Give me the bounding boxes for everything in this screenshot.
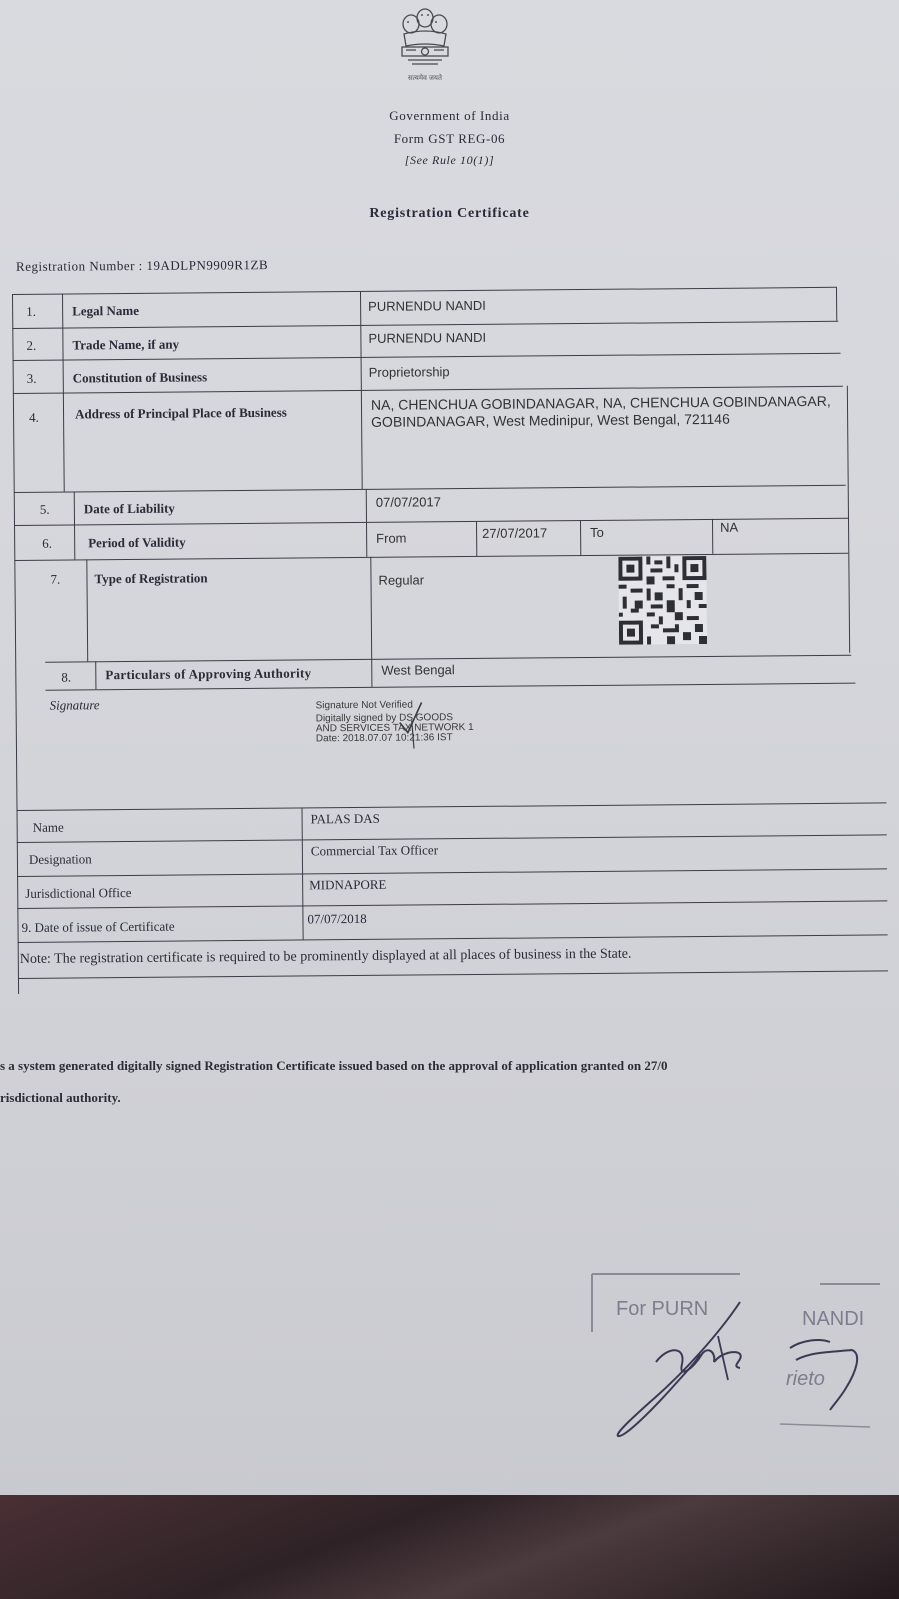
signature-label: Signature	[49, 697, 100, 713]
liability-label: Date of Liability	[83, 500, 175, 517]
validity-label: Period of Validity	[88, 534, 186, 551]
legal-name-value: PURNENDU NANDI	[368, 297, 486, 314]
issue-date-label: 9. Date of issue of Certificate	[21, 918, 175, 935]
signature-network: AND SERVICES TAX NETWORK 1	[315, 721, 474, 735]
row-2-number: 2.	[26, 337, 37, 353]
row-5-number: 5.	[39, 501, 50, 517]
signature-signed-by: Digitally signed by DS GOODS	[315, 712, 454, 725]
proprietor-stamp	[590, 1272, 880, 1442]
constitution-value: Proprietorship	[368, 364, 450, 380]
rule-reference: [See Rule 10(1)]	[404, 153, 495, 167]
trade-name-value: PURNENDU NANDI	[368, 329, 487, 346]
signature-tick-icon	[396, 700, 426, 750]
signature-date: Date: 2018.07.07 10:21:36 IST	[315, 732, 453, 745]
form-heading: Form GST REG-06	[393, 131, 506, 146]
registration-type-label: Type of Registration	[94, 570, 208, 587]
address-value: NA, CHENCHUA GOBINDANAGAR, NA, CHENCHUA GOBINDANAGAR, GOBINDANAGAR, West Medinipur, West Bengal, 721146	[370, 392, 831, 430]
background-fabric	[0, 1495, 899, 1599]
government-heading: Government of India	[389, 108, 510, 123]
designation-value: Commercial Tax Officer	[310, 842, 439, 859]
certificate-title: Registration Certificate	[369, 206, 530, 221]
officer-name-label: Name	[32, 819, 64, 835]
stamp-for-text: For PURN	[616, 1298, 709, 1320]
row-8-number: 8.	[61, 669, 72, 685]
row-3-number: 3.	[26, 370, 37, 386]
qr-code-icon	[618, 556, 707, 645]
approving-authority-value: West Bengal	[381, 662, 455, 678]
validity-to-value: NA	[719, 519, 739, 535]
issue-date-value: 07/07/2018	[307, 910, 367, 927]
jurisdictional-office-value: MIDNAPORE	[309, 876, 387, 893]
registration-type-value: Regular	[378, 572, 425, 588]
row-4-number: 4.	[29, 409, 39, 425]
registration-table	[12, 286, 888, 994]
approving-authority-label: Particulars of Approving Authority	[105, 665, 312, 683]
constitution-label: Constitution of Business	[72, 369, 208, 386]
display-note: Note: The registration certificate is required to be prominently displayed at all places of business in the State.	[19, 946, 632, 967]
emblem-caption: सत्यमेव जयते	[408, 74, 442, 82]
address-label: Address of Principal Place of Business	[74, 404, 287, 422]
stamp-name-text: NANDI	[802, 1308, 865, 1330]
footer-statement-line-2: risdictional authority.	[0, 1090, 121, 1105]
trade-name-label: Trade Name, if any	[72, 336, 180, 353]
row-1-number: 1.	[26, 303, 36, 319]
validity-to-label: To	[590, 524, 604, 540]
signature-status: Signature Not Verified	[315, 699, 413, 712]
national-emblem-icon	[392, 0, 458, 78]
jurisdictional-office-label: Jurisdictional Office	[25, 884, 132, 901]
row-6-number: 6.	[42, 535, 52, 551]
designation-label: Designation	[28, 851, 92, 867]
officer-name-value: PALAS DAS	[310, 810, 380, 827]
validity-from-label: From	[376, 530, 407, 546]
legal-name-label: Legal Name	[72, 302, 140, 319]
registration-number: Registration Number : 19ADLPN9909R1ZB	[15, 257, 269, 274]
liability-value: 07/07/2017	[375, 494, 441, 510]
stamp-proprietor-text: rieto	[786, 1368, 825, 1390]
handwritten-signature-icon	[590, 1292, 880, 1442]
footer-statement-line-1: s a system generated digitally signed Registration Certificate issued based on the approval of application granted on 27/0	[0, 1058, 668, 1073]
validity-from-value: 27/07/2017	[482, 525, 548, 541]
row-7-number: 7.	[50, 571, 61, 587]
